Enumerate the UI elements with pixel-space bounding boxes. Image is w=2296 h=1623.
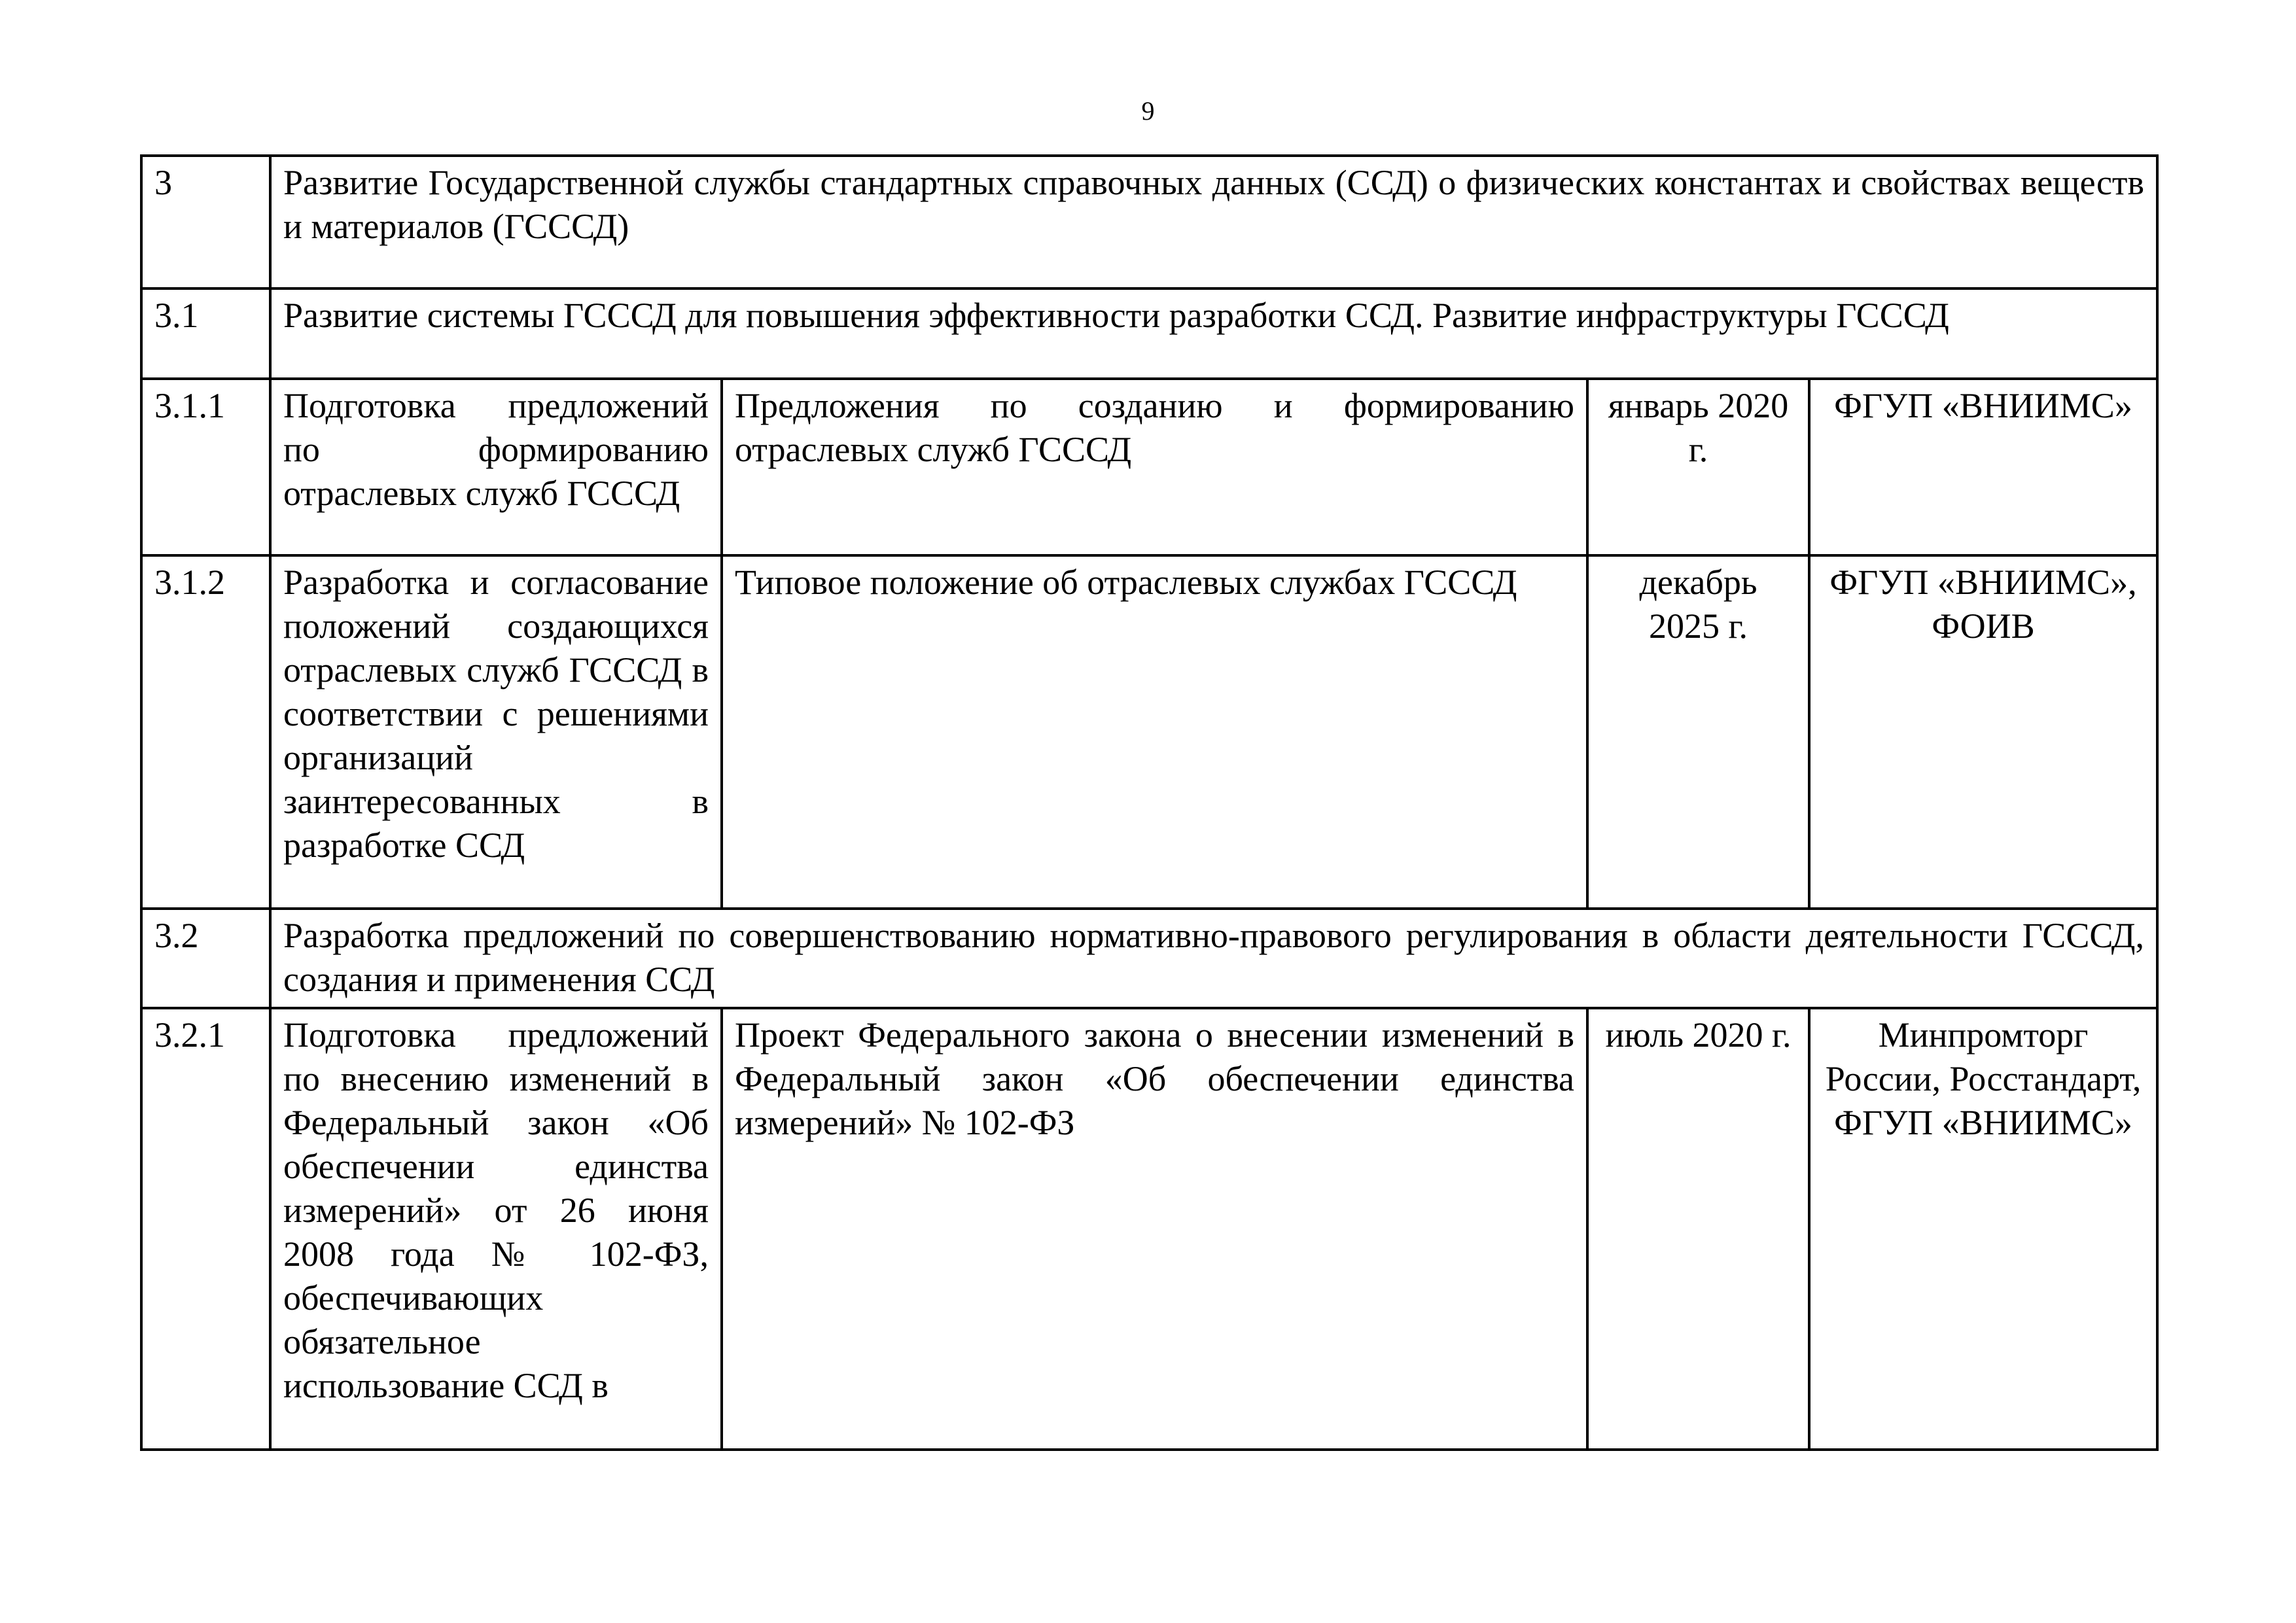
- section-title: Разработка предложений по совершенствованию нормативно-правового регулирования в области деятельности ГСССД, создания и применения ССД: [270, 909, 2157, 1008]
- table-row: [141, 288, 2157, 379]
- row-number: 3.2: [141, 909, 270, 1008]
- table-row: [141, 156, 2157, 288]
- row-number: 3.1.1: [141, 379, 270, 555]
- plan-table: [140, 154, 2159, 1451]
- table-row: [141, 379, 2157, 555]
- page-number: 9: [1141, 96, 1155, 126]
- deadline-cell: декабрь 2025 г.: [1587, 555, 1809, 909]
- result-cell: Предложения по созданию и формированию отраслевых служб ГСССД: [722, 379, 1587, 555]
- section-title: Развитие Государственной службы стандартных справочных данных (ССД) о физических константах и свойствах веществ и материалов (ГСССД): [270, 156, 2157, 288]
- deadline-cell: январь 2020 г.: [1587, 379, 1809, 555]
- table-row: [141, 909, 2157, 1008]
- responsible-cell: ФГУП «ВНИИМС»: [1809, 379, 2157, 555]
- result-cell: Проект Федерального закона о внесении изменений в Федеральный закон «Об обеспечении единства измерений» № 102-ФЗ: [722, 1008, 1587, 1450]
- activity-cell: Подготовка предложений по внесению изменений в Федеральный закон «Об обеспечении единства измерений» от 26 июня 2008 года № 102-ФЗ, обеспечивающих обязательное использование ССД в: [270, 1008, 722, 1450]
- row-number: 3.2.1: [141, 1008, 270, 1450]
- result-cell: Типовое положение об отраслевых службах ГСССД: [722, 555, 1587, 909]
- row-number: 3: [141, 156, 270, 288]
- activity-cell: Подготовка предложений по формированию отраслевых служб ГСССД: [270, 379, 722, 555]
- table-row: [141, 1008, 2157, 1450]
- responsible-cell: ФГУП «ВНИИМС», ФОИВ: [1809, 555, 2157, 909]
- deadline-cell: июль 2020 г.: [1587, 1008, 1809, 1450]
- responsible-cell: Минпромторг России, Росстандарт, ФГУП «ВНИИМС»: [1809, 1008, 2157, 1450]
- activity-cell: Разработка и согласование положений создающихся отраслевых служб ГСССД в соответствии с решениями организаций заинтересованных в разработке ССД: [270, 555, 722, 909]
- section-title: Развитие системы ГСССД для повышения эффективности разработки ССД. Развитие инфраструктуры ГСССД: [270, 288, 2157, 379]
- row-number: 3.1: [141, 288, 270, 379]
- table-row: [141, 555, 2157, 909]
- row-number: 3.1.2: [141, 555, 270, 909]
